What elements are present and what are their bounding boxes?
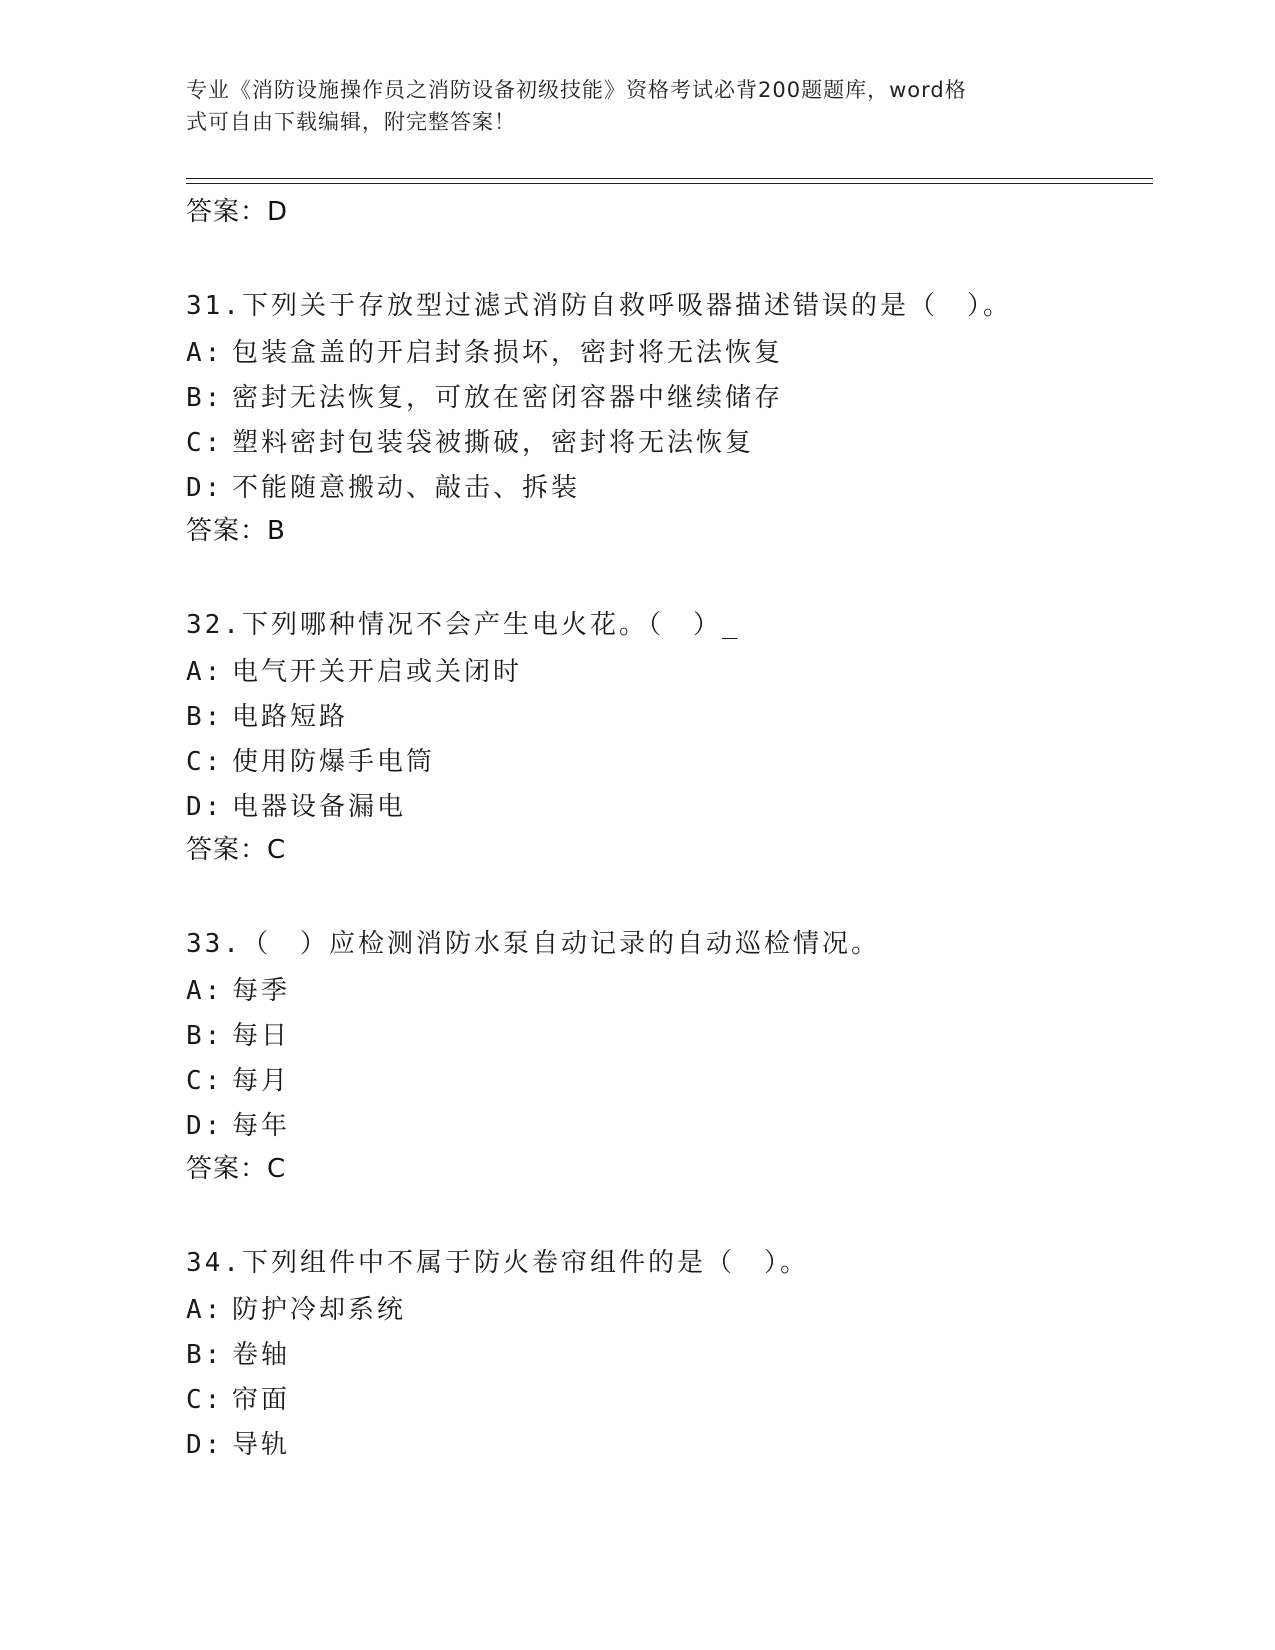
option-a [186,1288,1146,1333]
question-32 [186,605,1146,870]
question-34 [186,1243,1146,1468]
spacer [186,551,1146,605]
option-letter: D: [186,792,224,822]
option-d [186,785,1146,830]
option-text: 每月 [232,1066,291,1096]
header-divider-bottom [186,183,1153,184]
option-letter: A: [186,338,224,368]
option-text: 导轨 [232,1430,291,1460]
spacer [186,1189,1146,1243]
option-letter: D: [186,1430,224,1460]
option-a [186,969,1146,1014]
question-stem: 32.下列哪种情况不会产生电火花。（ ）_ [186,610,741,640]
spacer [186,232,1146,286]
option-letter: B: [186,1021,224,1051]
option-letter: B: [186,383,224,413]
option-text: 电路短路 [232,702,349,732]
option-b [186,1014,1146,1059]
answer-32: 答案：C [186,835,287,865]
option-a [186,650,1146,695]
option-text: 塑料密封包装袋被撕破，密封将无法恢复 [232,428,755,458]
option-d [186,1423,1146,1468]
question-31 [186,286,1146,551]
option-b [186,1333,1146,1378]
option-a [186,331,1146,376]
option-letter: C: [186,1066,224,1096]
header-line-1: 专业《消防设施操作员之消防设备初级技能》资格考试必背200题题库，word格 [186,78,967,102]
option-letter: A: [186,1295,224,1325]
option-text: 每日 [232,1021,291,1051]
option-c [186,421,1146,466]
question-33 [186,924,1146,1189]
question-list [186,192,1146,1468]
option-letter: C: [186,1385,224,1415]
header-line-2: 式可自由下载编辑，附完整答案！ [186,110,516,134]
option-text: 电气开关开启或关闭时 [232,657,523,687]
option-letter: D: [186,473,224,503]
option-text: 每季 [232,976,291,1006]
option-d [186,1104,1146,1149]
answer-33: 答案：C [186,1154,287,1184]
option-b [186,695,1146,740]
question-stem: 31.下列关于存放型过滤式消防自救呼吸器描述错误的是（ ）。 [186,291,1012,321]
option-c [186,740,1146,785]
answer-30: 答案：D [186,197,289,227]
document-header [186,74,1066,138]
option-b [186,376,1146,421]
option-letter: D: [186,1111,224,1141]
spacer [186,870,1146,924]
question-stem: 33.（ ）应检测消防水泵自动记录的自动巡检情况。 [186,929,880,959]
option-text: 使用防爆手电筒 [232,747,436,777]
option-letter: B: [186,1340,224,1370]
option-text: 卷轴 [232,1340,291,1370]
option-letter: B: [186,702,224,732]
option-text: 包装盒盖的开启封条损坏，密封将无法恢复 [232,338,784,368]
option-text: 防护冷却系统 [232,1295,407,1325]
option-letter: A: [186,657,224,687]
option-letter: C: [186,747,224,777]
option-text: 电器设备漏电 [232,792,407,822]
option-c [186,1378,1146,1423]
option-letter: C: [186,428,224,458]
option-text: 每年 [232,1111,291,1141]
option-c [186,1059,1146,1104]
question-stem: 34.下列组件中不属于防火卷帘组件的是（ ）。 [186,1248,809,1278]
header-divider-top [186,178,1153,179]
answer-31: 答案：B [186,516,286,546]
option-text: 不能随意搬动、敲击、拆装 [232,473,581,503]
option-text: 密封无法恢复，可放在密闭容器中继续储存 [232,383,784,413]
option-letter: A: [186,976,224,1006]
option-d [186,466,1146,511]
option-text: 帘面 [232,1385,291,1415]
